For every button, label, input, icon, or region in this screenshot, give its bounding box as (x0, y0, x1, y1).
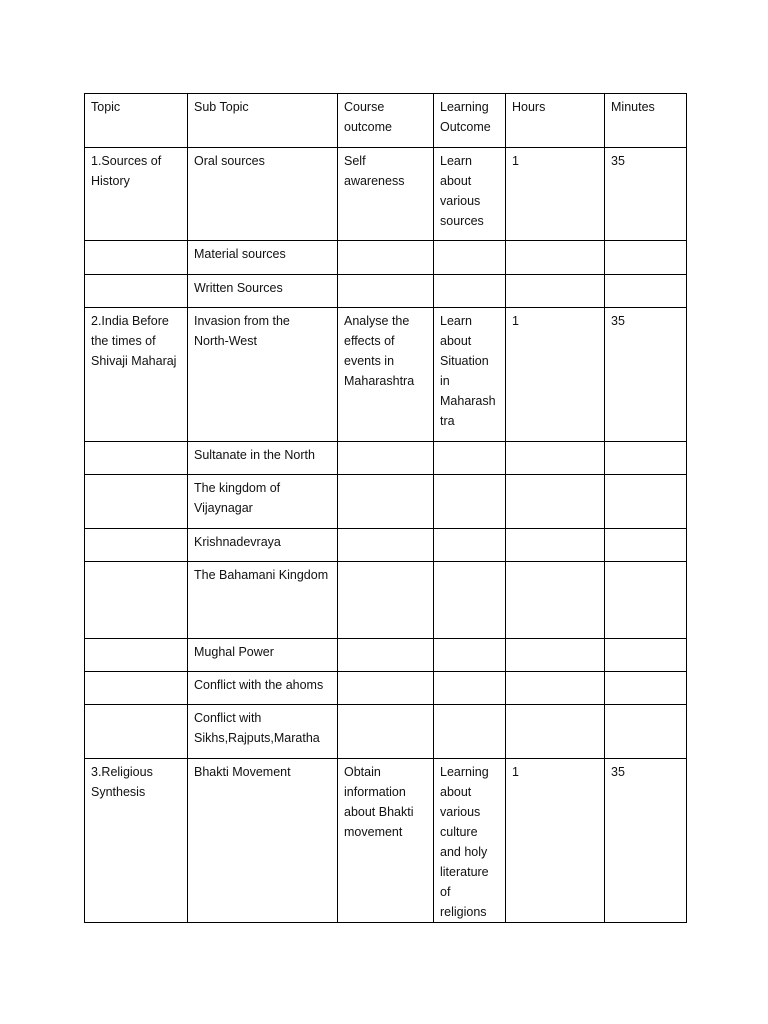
cell-course-outcome (338, 148, 434, 241)
cell-topic (85, 148, 188, 241)
cell-hours (506, 562, 605, 639)
cell-minutes (605, 639, 687, 672)
cell-sub-topic-text: Krishnadevraya (194, 535, 281, 549)
cell-course-outcome (338, 241, 434, 275)
table-row (85, 639, 687, 672)
cell-sub-topic (188, 148, 338, 241)
cell-minutes (605, 308, 687, 442)
cell-course-outcome-text: Self awareness (344, 154, 405, 188)
cell-learning-outcome (434, 672, 506, 705)
cell-course-outcome (338, 705, 434, 759)
header-hours (506, 94, 605, 148)
cell-sub-topic (188, 705, 338, 759)
cell-sub-topic-text: Conflict with Sikhs,Rajputs,Maratha (194, 711, 320, 745)
cell-course-outcome (338, 308, 434, 442)
cell-learning-outcome (434, 562, 506, 639)
cell-sub-topic (188, 475, 338, 529)
cell-minutes (605, 759, 687, 923)
cell-topic-text: 1.Sources of History (91, 154, 162, 188)
cell-sub-topic-text: Mughal Power (194, 645, 274, 659)
cell-sub-topic (188, 308, 338, 442)
cell-sub-topic-text: Oral sources (194, 154, 265, 168)
cell-topic (85, 639, 188, 672)
cell-sub-topic (188, 672, 338, 705)
cell-sub-topic (188, 275, 338, 308)
header-minutes (605, 94, 687, 148)
cell-learning-outcome (434, 759, 506, 923)
cell-hours (506, 475, 605, 529)
cell-hours-text: 1 (512, 154, 519, 168)
header-learning-outcome-text: Learning Outcome (440, 100, 491, 134)
header-minutes-text: Minutes (611, 100, 655, 114)
header-learning-outcome (434, 94, 506, 148)
table-row (85, 672, 687, 705)
cell-topic (85, 529, 188, 562)
cell-hours (506, 308, 605, 442)
table-row (85, 442, 687, 475)
cell-minutes (605, 705, 687, 759)
cell-sub-topic-text: The kingdom of Vijaynagar (194, 481, 281, 515)
table-row (85, 475, 687, 529)
cell-course-outcome (338, 529, 434, 562)
course-plan-table (84, 93, 687, 923)
cell-learning-outcome (434, 639, 506, 672)
cell-course-outcome (338, 672, 434, 705)
cell-course-outcome-text: Obtain information about Bhakti movement (344, 765, 414, 839)
cell-minutes (605, 475, 687, 529)
cell-hours (506, 705, 605, 759)
cell-sub-topic-text: Invasion from the North-West (194, 314, 290, 348)
cell-hours (506, 275, 605, 308)
cell-sub-topic-text: Written Sources (194, 281, 283, 295)
table-row (85, 308, 687, 442)
cell-topic (85, 308, 188, 442)
cell-sub-topic-text: Conflict with the ahoms (194, 678, 324, 692)
cell-topic (85, 275, 188, 308)
cell-course-outcome (338, 562, 434, 639)
cell-topic (85, 705, 188, 759)
cell-hours (506, 639, 605, 672)
cell-minutes (605, 148, 687, 241)
cell-topic (85, 759, 188, 923)
cell-sub-topic (188, 241, 338, 275)
cell-learning-outcome (434, 148, 506, 241)
cell-learning-outcome (434, 442, 506, 475)
cell-hours-text: 1 (512, 314, 519, 328)
cell-course-outcome (338, 759, 434, 923)
cell-learning-outcome-text: Learning about various culture and holy literature of religions (440, 765, 489, 919)
cell-hours (506, 529, 605, 562)
cell-sub-topic (188, 442, 338, 475)
cell-learning-outcome (434, 241, 506, 275)
cell-course-outcome (338, 639, 434, 672)
table-row (85, 705, 687, 759)
header-sub-topic-text: Sub Topic (194, 100, 249, 114)
table-row (85, 148, 687, 241)
cell-course-outcome-text: Analyse the effects of events in Maharashtra (344, 314, 415, 388)
table-row (85, 241, 687, 275)
cell-topic (85, 672, 188, 705)
table-row (85, 562, 687, 639)
cell-learning-outcome (434, 529, 506, 562)
table-header-row (85, 94, 687, 148)
table-row (85, 759, 687, 923)
cell-learning-outcome (434, 705, 506, 759)
cell-sub-topic (188, 759, 338, 923)
cell-sub-topic (188, 529, 338, 562)
cell-minutes (605, 241, 687, 275)
cell-sub-topic-text: The Bahamani Kingdom (194, 568, 329, 582)
cell-learning-outcome-text: Learn about Situation in Maharash tra (440, 314, 496, 428)
cell-topic-text: 3.Religious Synthesis (91, 765, 153, 799)
header-topic (85, 94, 188, 148)
cell-course-outcome (338, 475, 434, 529)
cell-hours (506, 442, 605, 475)
header-course-outcome (338, 94, 434, 148)
cell-learning-outcome-text: Learn about various sources (440, 154, 484, 228)
cell-learning-outcome (434, 275, 506, 308)
cell-hours (506, 759, 605, 923)
cell-topic (85, 475, 188, 529)
cell-topic-text: 2.India Before the times of Shivaji Maharaj (91, 314, 177, 368)
cell-course-outcome (338, 275, 434, 308)
table-row (85, 529, 687, 562)
cell-course-outcome (338, 442, 434, 475)
cell-hours (506, 148, 605, 241)
cell-sub-topic-text: Material sources (194, 247, 286, 261)
cell-minutes-text: 35 (611, 765, 625, 779)
cell-topic (85, 562, 188, 639)
cell-sub-topic (188, 639, 338, 672)
header-hours-text: Hours (512, 100, 546, 114)
header-sub-topic (188, 94, 338, 148)
cell-hours-text: 1 (512, 765, 519, 779)
cell-minutes-text: 35 (611, 314, 625, 328)
cell-sub-topic (188, 562, 338, 639)
cell-minutes (605, 442, 687, 475)
cell-minutes (605, 562, 687, 639)
cell-hours (506, 672, 605, 705)
cell-minutes (605, 275, 687, 308)
cell-minutes-text: 35 (611, 154, 625, 168)
cell-minutes (605, 529, 687, 562)
header-topic-text: Topic (91, 100, 121, 114)
table-body (85, 94, 687, 923)
cell-sub-topic-text: Bhakti Movement (194, 765, 291, 779)
cell-minutes (605, 672, 687, 705)
header-course-outcome-text: Course outcome (344, 100, 392, 134)
cell-topic (85, 442, 188, 475)
cell-topic (85, 241, 188, 275)
cell-hours (506, 241, 605, 275)
cell-sub-topic-text: Sultanate in the North (194, 448, 315, 462)
table-row (85, 275, 687, 308)
cell-learning-outcome (434, 308, 506, 442)
cell-learning-outcome (434, 475, 506, 529)
